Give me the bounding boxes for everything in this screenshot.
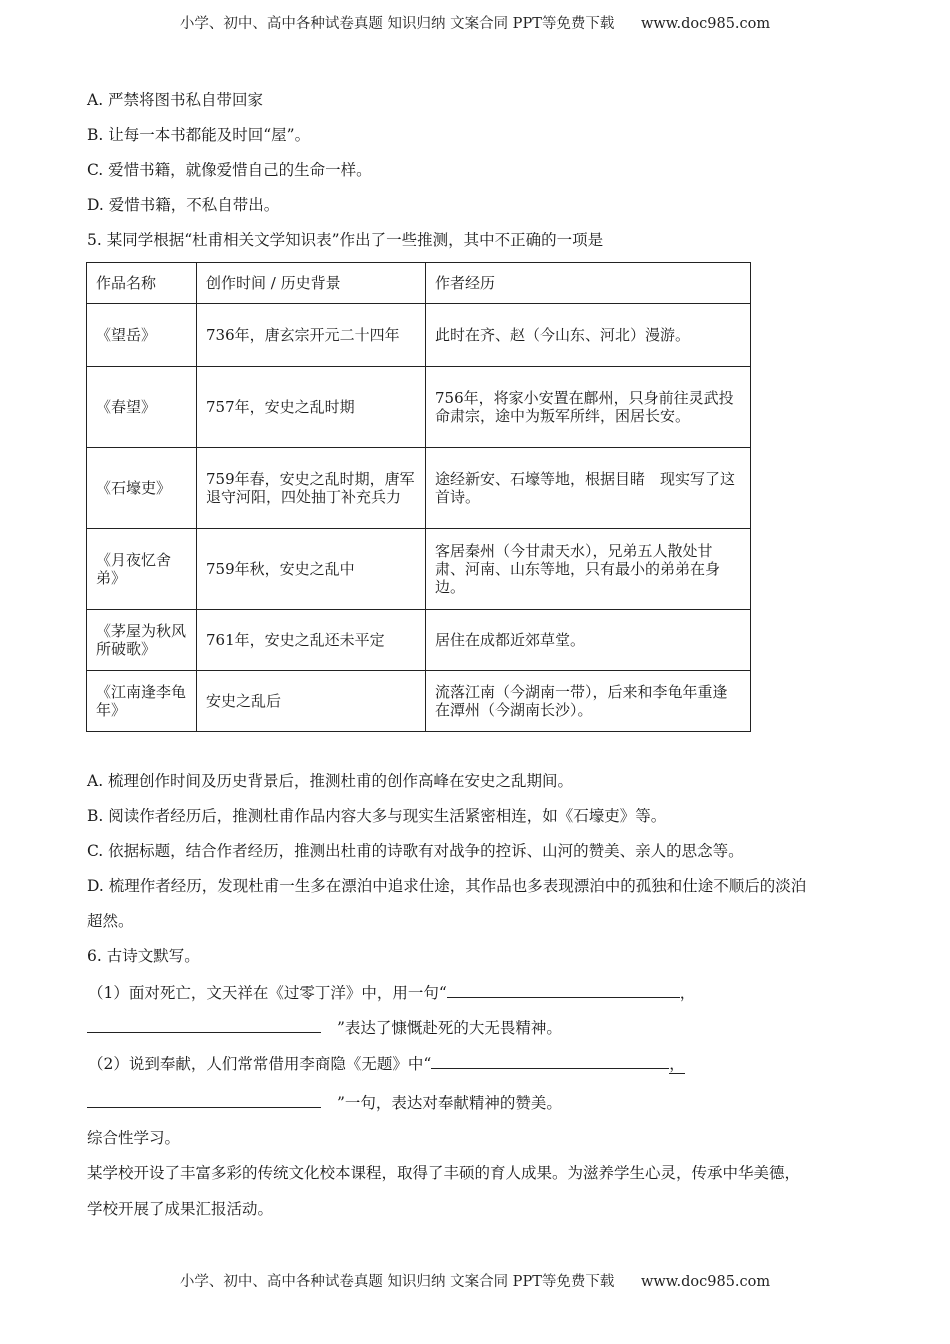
q6-part1-line2 — [87, 1016, 562, 1038]
q4-option-a: A. 严禁将图书私自带回家 — [87, 91, 264, 109]
du-fu-knowledge-table — [86, 262, 751, 732]
table-cell: 客居秦州（今甘肃天水），兄弟五人散处甘肃、河南、山东等地，只有最小的弟弟在身边。 — [426, 529, 751, 610]
table-cell: 759年春，安史之乱时期，唐军退守河阳，四处抽丁补充兵力 — [197, 448, 426, 529]
footer-text: 小学、初中、高中各种试卷真题 知识归纳 文案合同 PPT等免费下载 — [179, 1274, 615, 1290]
q6-part2-comma: ， — [669, 1055, 685, 1073]
table-row — [87, 529, 751, 610]
q5-option-d-cont: 超然。 — [87, 912, 134, 930]
q6-part2-line1 — [88, 1052, 685, 1074]
comprehensive-para-line2: 学校开展了成果汇报活动。 — [87, 1200, 274, 1218]
fill-blank[interactable] — [87, 1091, 321, 1108]
table-row — [87, 610, 751, 671]
fill-blank[interactable] — [87, 1016, 321, 1033]
table-row — [87, 367, 751, 448]
comprehensive-para-line1: 某学校开设了丰富多彩的传统文化校本课程，取得了丰硕的育人成果。为滋养学生心灵，传承中华美德， — [87, 1164, 801, 1182]
q6-part1-comma: ， — [679, 984, 696, 1002]
table-cell: 《春望》 — [87, 367, 197, 448]
table-cell: 安史之乱后 — [197, 671, 426, 732]
q4-option-c: C. 爱惜书籍，就像爱惜自己的生命一样。 — [87, 161, 372, 179]
table-cell: 居住在成都近郊草堂。 — [426, 610, 751, 671]
table-cell: 《茅屋为秋风所破歌》 — [87, 610, 197, 671]
table-cell: 736年，唐玄宗开元二十四年 — [197, 304, 426, 367]
q5-option-d: D. 梳理作者经历，发现杜甫一生多在漂泊中追求仕途，其作品也多表现漂泊中的孤独和仕途不顺后的淡泊 — [87, 877, 807, 895]
table-cell: 761年，安史之乱还未平定 — [197, 610, 426, 671]
table-row — [87, 671, 751, 732]
comprehensive-title: 综合性学习。 — [87, 1129, 181, 1147]
q6-part1-suffix: ”表达了慷慨赴死的大无畏精神。 — [337, 1019, 562, 1037]
table-cell: 《江南逢李龟年》 — [87, 671, 197, 732]
q5-stem: 5. 某同学根据“杜甫相关文学知识表”作出了一些推测，其中不正确的一项是 — [87, 231, 604, 249]
footer-site-link[interactable]: www.doc985.com — [640, 1274, 771, 1290]
fill-blank[interactable] — [431, 1052, 669, 1069]
q4-option-d: D. 爱惜书籍，不私自带出。 — [87, 196, 280, 214]
page-header — [0, 12, 950, 33]
page-footer — [0, 1270, 950, 1291]
header-text: 小学、初中、高中各种试卷真题 知识归纳 文案合同 PPT等免费下载 — [179, 16, 615, 32]
table-cell: 途经新安、石壕等地，根据目睹 现实写了这首诗。 — [426, 448, 751, 529]
q6-part2-prompt: （2）说到奉献，人们常常借用李商隐《无题》中“ — [88, 1055, 432, 1073]
table-cell: 757年，安史之乱时期 — [197, 367, 426, 448]
table-cell: 756年，将家小安置在鄜州，只身前往灵武投命肃宗，途中为叛军所绊，困居长安。 — [426, 367, 751, 448]
q6-part1-line1 — [88, 981, 695, 1003]
table-header-row — [87, 263, 751, 304]
table-cell: 《石壕吏》 — [87, 448, 197, 529]
q5-option-c: C. 依据标题，结合作者经历，推测出杜甫的诗歌有对战争的控诉、山河的赞美、亲人的思念等。 — [87, 842, 744, 860]
q6-part1-prompt: （1）面对死亡，文天祥在《过零丁洋》中，用一句“ — [88, 984, 447, 1002]
table-cell: 《望岳》 — [87, 304, 197, 367]
table-cell: 759年秋，安史之乱中 — [197, 529, 426, 610]
table-header-cell: 创作时间 / 历史背景 — [197, 263, 426, 304]
q6-part2-line2 — [87, 1091, 562, 1113]
table-header-cell: 作品名称 — [87, 263, 197, 304]
q4-option-b: B. 让每一本书都能及时回“屋”。 — [87, 126, 311, 144]
fill-blank[interactable] — [447, 981, 680, 998]
table-cell: 此时在齐、赵（今山东、河北）漫游。 — [426, 304, 751, 367]
table-cell: 流落江南（今湖南一带），后来和李龟年重逢在潭州（今湖南长沙）。 — [426, 671, 751, 732]
q6-part2-suffix: ”一句，表达对奉献精神的赞美。 — [337, 1094, 562, 1112]
q6-title: 6. 古诗文默写。 — [87, 947, 200, 965]
q5-option-b: B. 阅读作者经历后，推测杜甫作品内容大多与现实生活紧密相连，如《石壕吏》等。 — [87, 807, 667, 825]
table-cell: 《月夜忆舍弟》 — [87, 529, 197, 610]
q5-option-a: A. 梳理创作时间及历史背景后，推测杜甫的创作高峰在安史之乱期间。 — [87, 772, 574, 790]
table-row — [87, 304, 751, 367]
header-site-link[interactable]: www.doc985.com — [640, 16, 771, 32]
table-header-cell: 作者经历 — [426, 263, 751, 304]
table-row — [87, 448, 751, 529]
